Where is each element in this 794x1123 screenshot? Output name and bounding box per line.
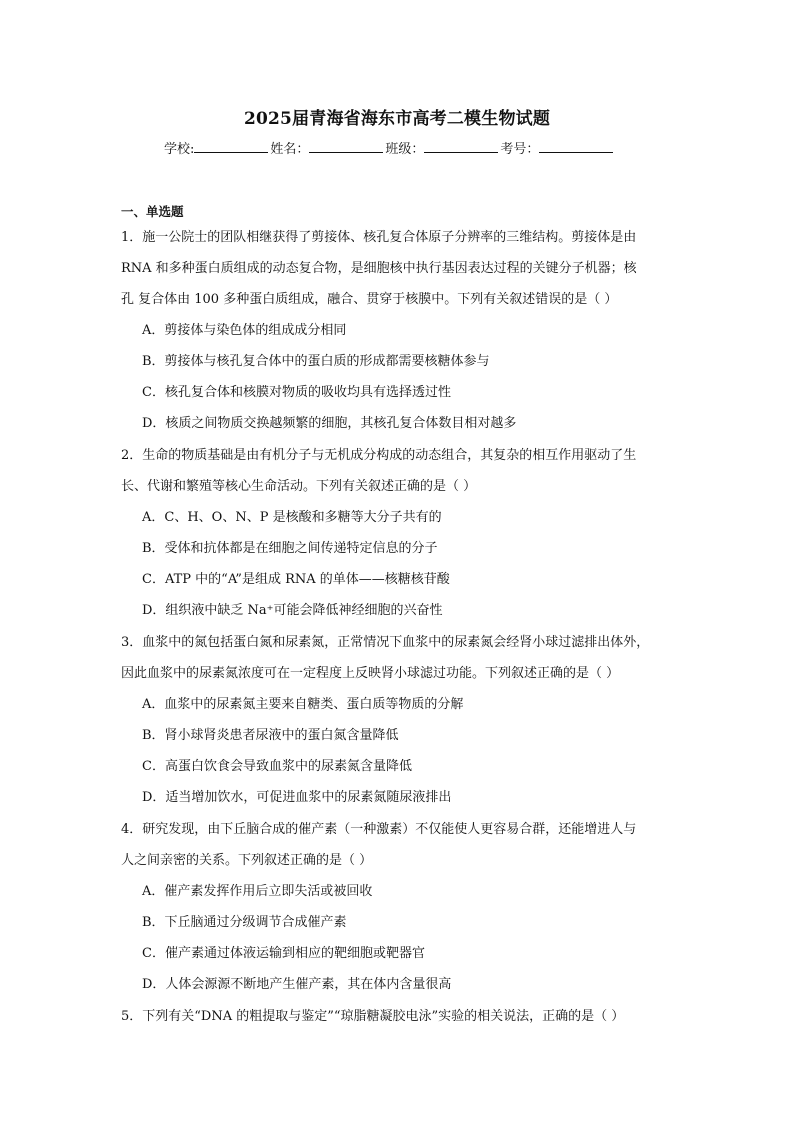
section-title: 一、单选题 <box>121 204 184 219</box>
student-info-line <box>164 138 684 157</box>
question-1-line-2: RNA 和多种蛋白质组成的动态复合物，是细胞核中执行基因表达过程的关键分子机器；核 <box>121 261 637 276</box>
question-3-option-c: C．高蛋白饮食会导致血浆中的尿素氮含量降低 <box>142 759 412 774</box>
name-label: 姓名： <box>270 142 310 157</box>
question-2-option-d: D．组织液中缺乏 Na⁺可能会降低神经细胞的兴奋性 <box>142 603 443 618</box>
question-3-line-1: 3．血浆中的氮包括蛋白氮和尿素氮，正常情况下血浆中的尿素氮会经肾小球过滤排出体外， <box>121 635 650 650</box>
question-1-line-1: 1．施一公院士的团队相继获得了剪接体、核孔复合体原子分辨率的三维结构。剪接体是由 <box>121 230 637 245</box>
question-2-option-a: A．C、H、O、N、P 是核酸和多糖等大分子共有的 <box>142 510 442 525</box>
question-1-option-b: B．剪接体与核孔复合体中的蛋白质的形成都需要核糖体参与 <box>142 354 490 369</box>
question-3-line-2: 因此血浆中的尿素氮浓度可在一定程度上反映肾小球滤过功能。下列叙述正确的是（ ） <box>121 666 620 681</box>
question-4-option-a: A．催产素发挥作用后立即失活或被回收 <box>142 884 373 899</box>
question-4-line-1: 4．研究发现，由下丘脑合成的催产素（一种激素）不仅能使人更容易合群，还能增进人与 <box>121 822 637 837</box>
school-blank <box>194 140 268 153</box>
class-label: 班级： <box>385 142 425 157</box>
question-4-option-b: B．下丘脑通过分级调节合成催产素 <box>142 915 347 930</box>
question-3-option-d: D．适当增加饮水，可促进血浆中的尿素氮随尿液排出 <box>142 790 452 805</box>
question-3-option-a: A．血浆中的尿素氮主要来自糖类、蛋白质等物质的分解 <box>142 697 464 712</box>
question-3-option-b: B．肾小球肾炎患者尿液中的蛋白氮含量降低 <box>142 728 399 743</box>
question-4-option-d: D．人体会源源不断地产生催产素，其在体内含量很高 <box>142 977 452 992</box>
question-1-option-d: D．核质之间物质交换越频繁的细胞，其核孔复合体数目相对越多 <box>142 416 517 431</box>
question-4-option-c: C．催产素通过体液运输到相应的靶细胞或靶器官 <box>142 946 425 961</box>
page-title: 2025届青海省海东市高考二模生物试题 <box>243 109 551 129</box>
exam-no-blank <box>539 140 613 153</box>
question-2-option-c: C．ATP 中的“A”是组成 RNA 的单体——核糖核苷酸 <box>142 572 450 587</box>
exam-no-label: 考号： <box>500 142 540 157</box>
question-1-option-c: C．核孔复合体和核膜对物质的吸收均具有选择透过性 <box>142 385 451 400</box>
question-2-line-2: 长、代谢和繁殖等核心生命活动。下列有关叙述正确的是（ ） <box>121 479 477 494</box>
name-blank <box>309 140 383 153</box>
question-2-option-b: B．受体和抗体都是在细胞之间传递特定信息的分子 <box>142 541 438 556</box>
question-2-line-1: 2．生命的物质基础是由有机分子与无机成分构成的动态组合，其复杂的相互作用驱动了生 <box>121 448 637 463</box>
question-4-line-2: 人之间亲密的关系。下列叙述正确的是（ ） <box>121 853 373 868</box>
question-1-line-3: 孔 复合体由 100 多种蛋白质组成，融合、贯穿于核膜中。下列有关叙述错误的是（ ） <box>121 292 618 307</box>
question-5-line-1: 5．下列有关“DNA 的粗提取与鉴定”“琼脂糖凝胶电泳”实验的相关说法，正确的是（ ） <box>121 1009 625 1024</box>
question-1-option-a: A．剪接体与染色体的组成成分相同 <box>142 323 347 338</box>
school-label: 学校: <box>164 142 195 157</box>
class-blank <box>424 140 498 153</box>
